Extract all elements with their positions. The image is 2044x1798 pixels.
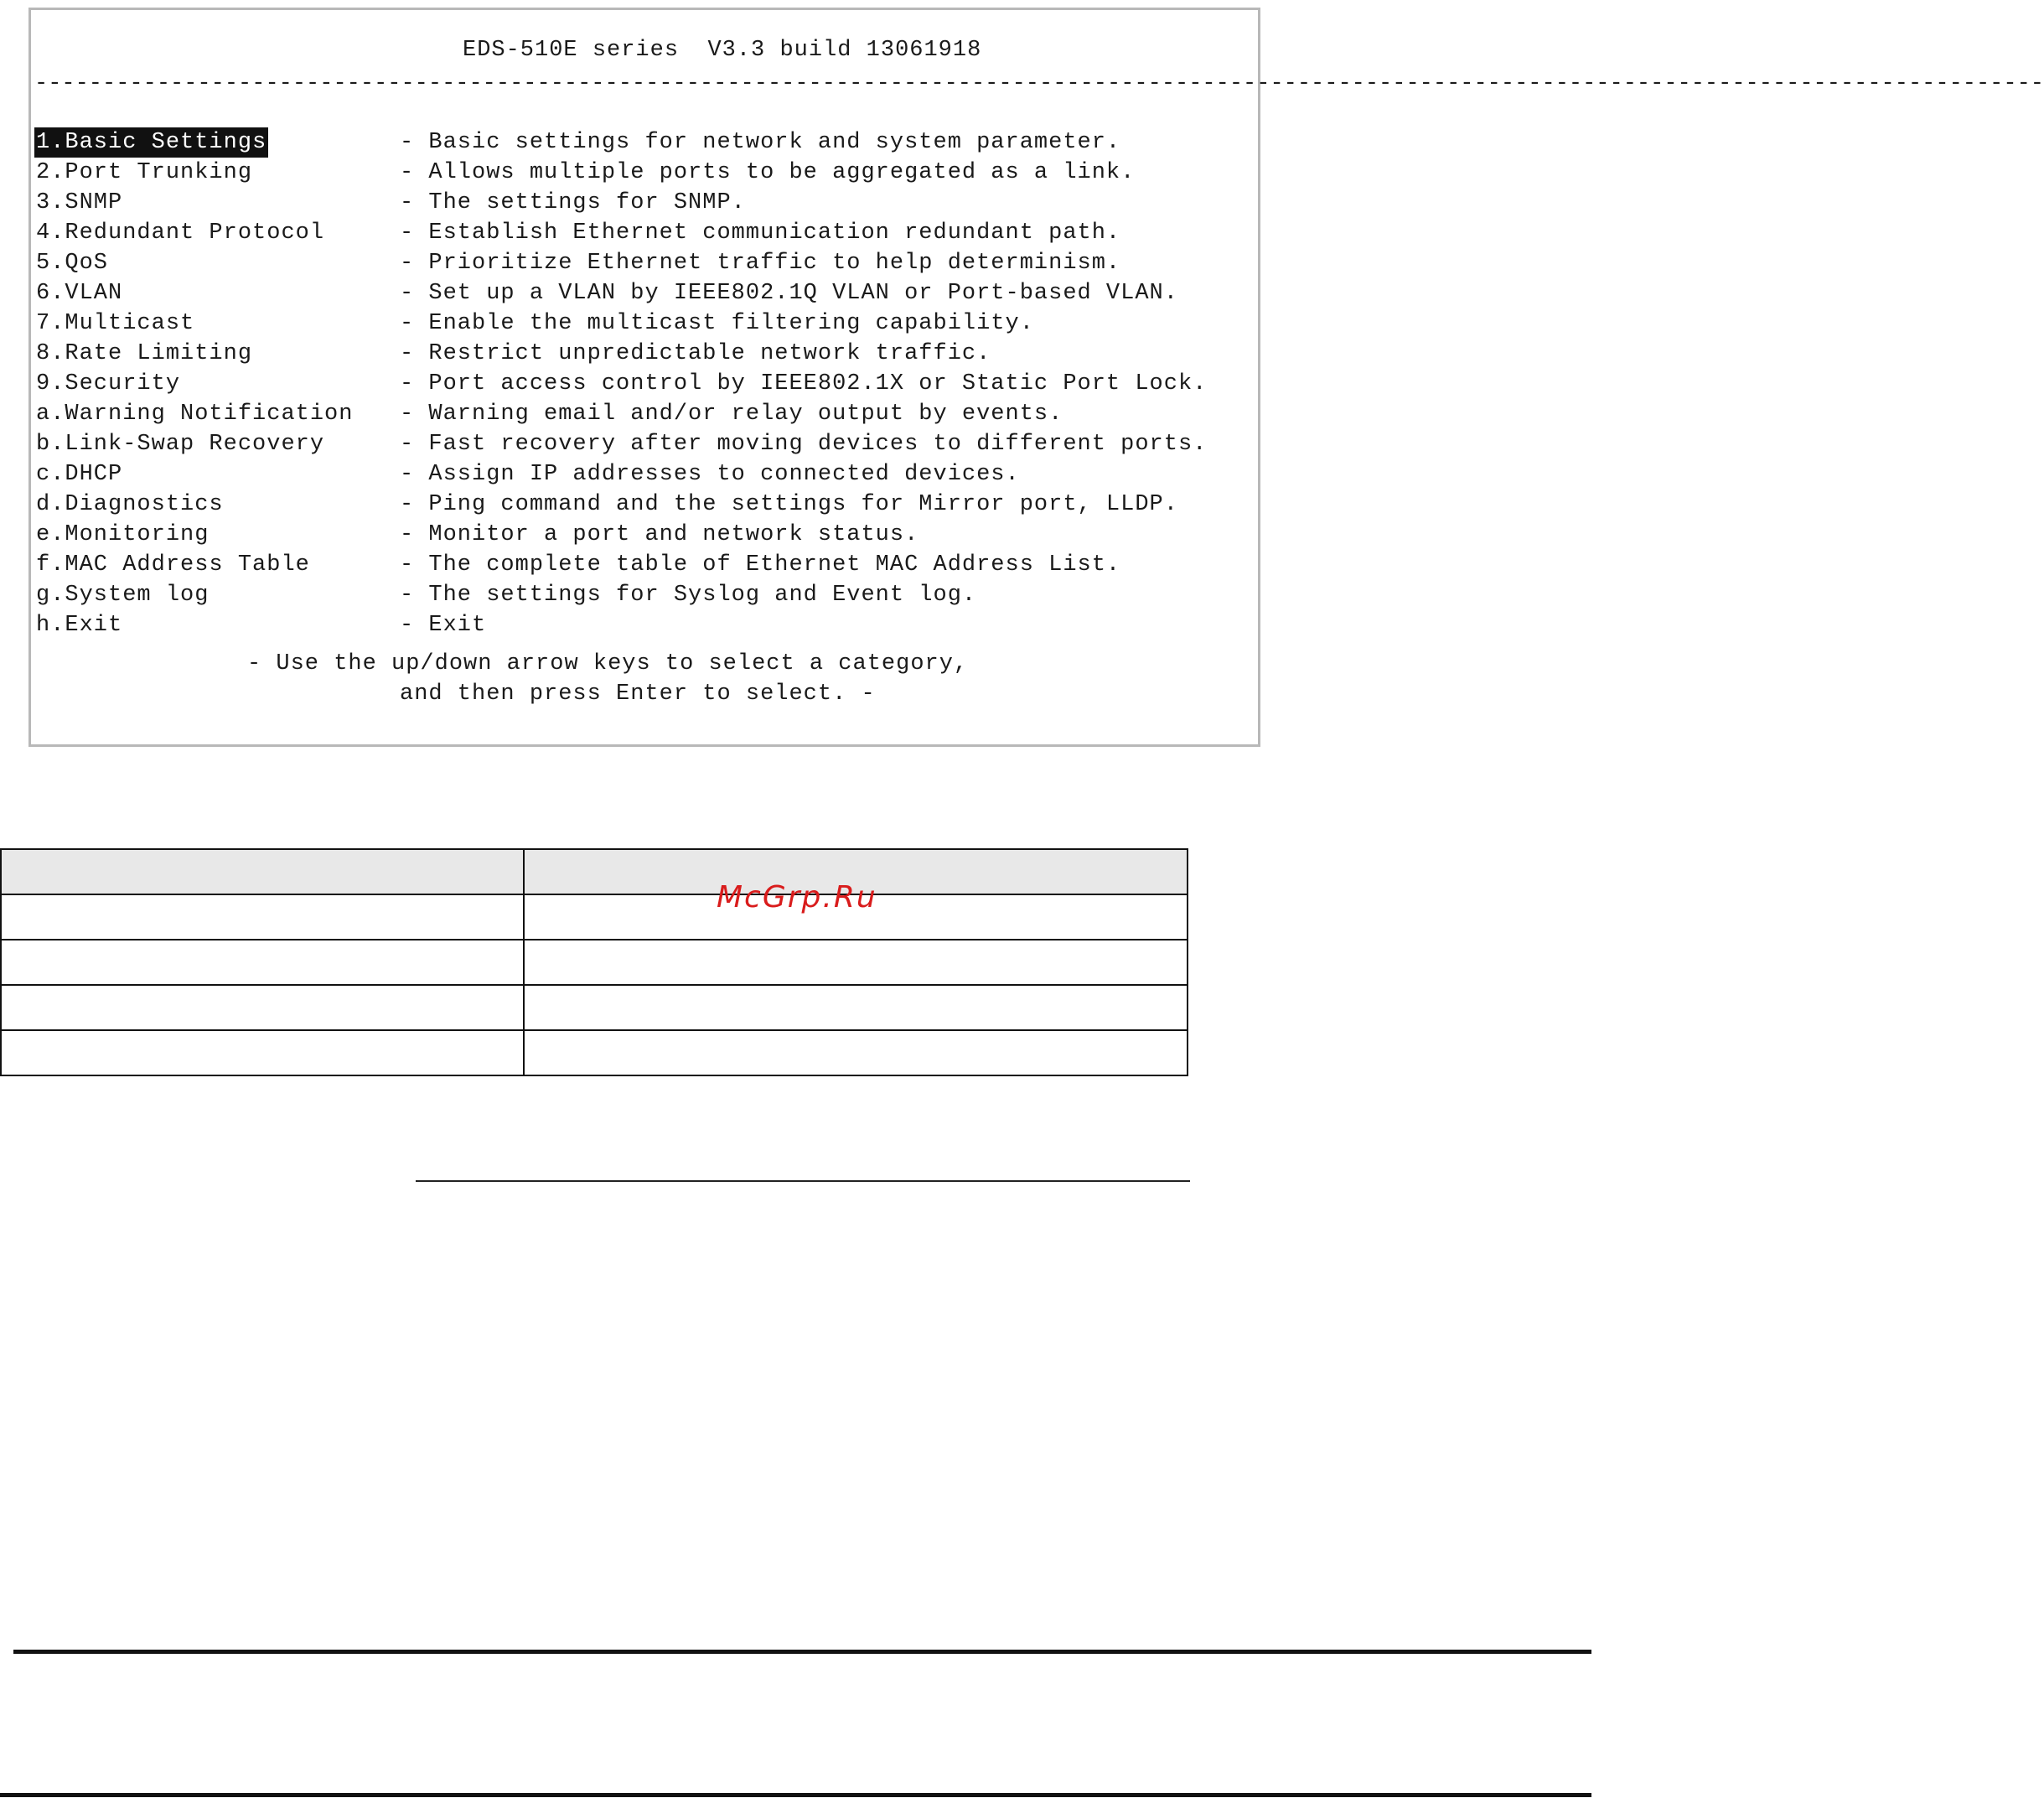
menu-item-monitoring[interactable] (34, 520, 1258, 550)
menu-item-multicast[interactable] (34, 308, 1258, 339)
terminal-window (28, 8, 2044, 747)
menu-item-desc: - The complete table of Ethernet MAC Address List. (400, 552, 1121, 578)
menu-item-warning-notification[interactable] (34, 399, 1258, 429)
menu-item-exit[interactable] (34, 610, 1258, 640)
menu-item-key[interactable]: 5.QoS (36, 251, 109, 276)
menu-item-desc: - Allows multiple ports to be aggregated as a link. (400, 160, 1136, 185)
menu-item-key[interactable]: 4.Redundant Protocol (36, 220, 325, 246)
menu-item-key[interactable]: g.System log (36, 583, 210, 608)
menu-item-key[interactable]: 7.Multicast (36, 311, 195, 336)
divider (0, 1793, 1591, 1797)
menu-item-key[interactable]: 6.VLAN (36, 281, 123, 306)
menu-item-key[interactable]: h.Exit (36, 613, 123, 638)
menu-item-key[interactable]: 2.Port Trunking (36, 160, 253, 185)
divider (13, 1650, 1591, 1654)
menu-item-key[interactable]: 8.Rate Limiting (36, 341, 253, 366)
menu-item-mac-address-table[interactable] (34, 550, 1258, 580)
divider (416, 1180, 1190, 1182)
menu-item-vlan[interactable] (34, 278, 1258, 308)
menu-item-key[interactable]: f.MAC Address Table (36, 552, 310, 578)
table-cell (524, 985, 1188, 1030)
watermark: McGrp.Ru (717, 880, 877, 915)
table-cell (1, 849, 524, 894)
menu-item-key[interactable]: 1.Basic Settings (34, 127, 268, 158)
menu-item-key[interactable]: a.Warning Notification (36, 402, 354, 427)
table-cell (524, 1030, 1188, 1075)
menu-item-dhcp[interactable] (34, 459, 1258, 490)
menu-item-key[interactable]: 9.Security (36, 371, 181, 396)
table-cell (1, 894, 524, 940)
menu-item-diagnostics[interactable] (34, 490, 1258, 520)
table-row (1, 894, 1188, 940)
terminal-separator: ---------------------------------------------------------------------------------------------------------------------------------------------------- (34, 71, 2044, 96)
info-table (0, 848, 1188, 1076)
table-row (1, 985, 1188, 1030)
hint-line: - Use the up/down arrow keys to select a category, (247, 651, 969, 676)
menu-item-snmp[interactable] (34, 188, 1258, 218)
menu-item-desc: - Basic settings for network and system parameter. (400, 130, 1121, 155)
menu-item-key[interactable]: c.DHCP (36, 462, 123, 487)
menu-item-desc: - Enable the multicast filtering capability. (400, 311, 1034, 336)
menu-item-port-trunking[interactable] (34, 158, 1258, 188)
menu-item-security[interactable] (34, 369, 1258, 399)
menu-item-desc: - The settings for Syslog and Event log. (400, 583, 977, 608)
menu-item-desc: - The settings for SNMP. (400, 190, 746, 215)
menu-item-rate-limiting[interactable] (34, 339, 1258, 369)
menu-item-desc: - Set up a VLAN by IEEE802.1Q VLAN or Port-based VLAN. (400, 281, 1178, 306)
menu-item-desc: - Warning email and/or relay output by events. (400, 402, 1063, 427)
menu-item-key[interactable]: e.Monitoring (36, 522, 210, 547)
table-row (1, 1030, 1188, 1075)
menu-item-desc: - Establish Ethernet communication redundant path. (400, 220, 1121, 246)
menu-item-key[interactable]: b.Link-Swap Recovery (36, 432, 325, 457)
menu-item-desc: - Exit (400, 613, 487, 638)
menu-item-qos[interactable] (34, 248, 1258, 278)
menu-item-system-log[interactable] (34, 580, 1258, 610)
menu-item-desc: - Ping command and the settings for Mirror port, LLDP. (400, 492, 1178, 517)
table-cell (1, 1030, 524, 1075)
table-cell (1, 940, 524, 985)
menu-item-desc: - Prioritize Ethernet traffic to help determinism. (400, 251, 1121, 276)
terminal-title: EDS-510E series V3.3 build 13061918 (463, 38, 982, 63)
hint-line: and then press Enter to select. - (400, 681, 876, 707)
table-cell (1, 985, 524, 1030)
table-row (1, 940, 1188, 985)
menu-item-desc: - Assign IP addresses to connected devices. (400, 462, 1020, 487)
menu-item-key[interactable]: 3.SNMP (36, 190, 123, 215)
table-header-row (1, 849, 1188, 894)
table-cell (524, 940, 1188, 985)
menu-item-basic-settings[interactable] (34, 127, 1258, 158)
menu-item-link-swap-recovery[interactable] (34, 429, 1258, 459)
menu-item-desc: - Restrict unpredictable network traffic. (400, 341, 991, 366)
menu-item-redundant-protocol[interactable] (34, 218, 1258, 248)
menu-item-desc: - Monitor a port and network status. (400, 522, 919, 547)
menu-item-desc: - Port access control by IEEE802.1X or Static Port Lock. (400, 371, 1208, 396)
menu-item-key[interactable]: d.Diagnostics (36, 492, 224, 517)
menu-item-desc: - Fast recovery after moving devices to different ports. (400, 432, 1208, 457)
